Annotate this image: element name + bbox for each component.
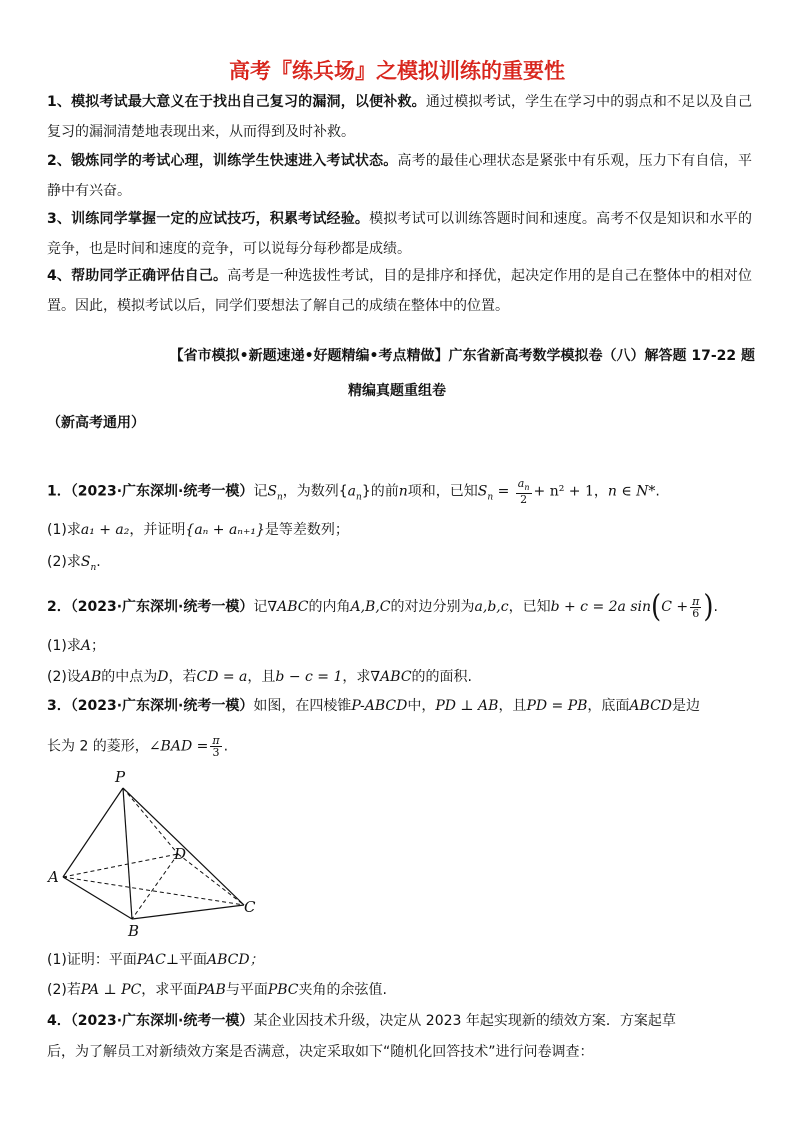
q3-part1 bbox=[47, 950, 757, 970]
q2-sub2b: 的中点为 bbox=[101, 669, 158, 685]
point-3 bbox=[47, 205, 752, 264]
q2-stem: 2．（2023·广东深圳·统考一模）记∇ABC的内角A,B,C的对边分别为a,b,c，已知b + c = 2a sin(C + $\frac{\pi}{6}$ ). bbox=[47, 589, 718, 625]
q3-paperp: PA ⊥ PC bbox=[80, 982, 142, 998]
point-2-text: 高考的最佳心理状态是紧张中有乐观，压力下有自信，平静中有兴奋。 bbox=[47, 153, 752, 199]
label-p: P bbox=[115, 768, 126, 786]
q1-t4: 项和，已知 bbox=[407, 483, 478, 500]
q3-angle: ∠BAD = bbox=[148, 738, 209, 755]
q1-nstar: n ∈ N* bbox=[607, 483, 656, 500]
q1-plus: + n² + 1， bbox=[533, 483, 608, 500]
q2-t3: 的对边分别为 bbox=[390, 599, 475, 615]
q3-t1: 如图，在四棱锥 bbox=[253, 698, 352, 714]
q3-t3: ，且 bbox=[498, 698, 527, 714]
q1-sn: S bbox=[267, 483, 277, 500]
q2-part1: (1)求A； bbox=[47, 638, 105, 654]
q2-cda: CD = a bbox=[196, 669, 248, 685]
q2-c: C + bbox=[661, 599, 689, 615]
q1-t1: 记 bbox=[253, 483, 268, 500]
q2-d: D bbox=[157, 669, 169, 685]
q2-eq: b + c = 2a sin bbox=[550, 599, 652, 615]
q3-stem-2: 长为 2 的菱形，∠BAD = $\frac{\pi}{3}$ . bbox=[47, 734, 229, 759]
q2-sub2d: ，且 bbox=[247, 669, 276, 685]
q3-sub2d: 夹角的余弦值. bbox=[298, 982, 387, 998]
point-1-bold: 1、模拟考试最大意义在于找出自己复习的漏洞，以便补救。 bbox=[47, 94, 426, 110]
exam-header-line1: 【省市模拟•新题速递•好题精编•考点精做】广东省新高考数学模拟卷（八）解答题 17-22 题 bbox=[169, 348, 755, 364]
q3-stem bbox=[47, 696, 757, 716]
label-c: C bbox=[244, 898, 256, 916]
q3-t2: 中， bbox=[407, 698, 436, 714]
point-3-bold: 3、训练同学掌握一定的应试技巧，积累考试经验。 bbox=[47, 211, 370, 227]
q2-t2: 的内角 bbox=[308, 599, 351, 615]
q3-abcd-2: ABCD； bbox=[206, 952, 264, 968]
q3-pabcd: P-ABCD bbox=[351, 698, 408, 714]
q2-part2 bbox=[47, 667, 757, 687]
q3-part2 bbox=[47, 980, 757, 1000]
q2-sub1: (1)求 bbox=[47, 638, 81, 654]
q3-t5: 是边 bbox=[672, 698, 701, 714]
q3-pac: PAC bbox=[136, 952, 166, 968]
q2-bc1: b − c = 1 bbox=[275, 669, 343, 685]
point-2-bold: 2、锻炼同学的考试心理，训练学生快速进入考试状态。 bbox=[47, 153, 398, 169]
q3-sub2b: ，求平面 bbox=[141, 982, 198, 998]
q2-t1: 记 bbox=[253, 599, 268, 615]
q2-abc-sides: a,b,c bbox=[474, 599, 509, 615]
q3-three: 3 bbox=[212, 746, 220, 759]
q2-abc-angles: A,B,C bbox=[350, 599, 391, 615]
q2-sub2e: ，求 bbox=[342, 669, 371, 685]
q3-sub1a: (1)证明：平面 bbox=[47, 952, 137, 968]
q3-sub2a: (2)若 bbox=[47, 982, 81, 998]
q2-ab: AB bbox=[80, 669, 102, 685]
q2-a: A bbox=[80, 638, 91, 654]
q1-a1a2: a₁ + a₂ bbox=[80, 522, 130, 538]
q2-label: 2．（2023·广东深圳·统考一模） bbox=[47, 599, 254, 615]
q2-t4: ，已知 bbox=[508, 599, 551, 615]
q2-sub2f: 的的面积. bbox=[411, 669, 472, 685]
point-4-bold: 4、帮助同学正确评估自己。 bbox=[47, 268, 228, 284]
q3-abcd: ABCD bbox=[629, 698, 673, 714]
q2-sub2a: (2)设 bbox=[47, 669, 81, 685]
q1-stem: 1．（2023·广东深圳·统考一模）记$S_n$，为数列$\{a_n\}$的前n项和，已知$S_n$ = $\frac{a_n}{2}$ + n² + 1，n ∈ N*. bbox=[47, 477, 660, 507]
q4-stem-2: 后，为了解员工对新绩效方案是否满意，决定采取如下“随机化回答技术”进行问卷调查： bbox=[47, 1044, 594, 1060]
q1-t3: 的前 bbox=[370, 483, 399, 500]
q1-label: 1．（2023·广东深圳·统考一模） bbox=[47, 483, 254, 500]
label-a: A bbox=[48, 868, 59, 886]
q1-sub2: (2)求 bbox=[47, 554, 81, 570]
q1-sub1b: ，并证明 bbox=[129, 522, 186, 538]
point-4 bbox=[47, 262, 752, 321]
q3-pab: PAB bbox=[197, 982, 226, 998]
q2-vabc-2: ∇ABC bbox=[370, 669, 412, 685]
q3-pdpb: PD = PB bbox=[526, 698, 588, 714]
point-2 bbox=[47, 147, 752, 206]
q1-sub1c: 是等差数列； bbox=[264, 522, 349, 538]
q3-t6: 长为 2 的菱形， bbox=[47, 738, 149, 755]
q3-sub1b: 平面 bbox=[178, 952, 207, 968]
point-1 bbox=[47, 88, 752, 147]
q4-stem bbox=[47, 1011, 757, 1031]
point-1-text: 通过模拟考试，学生在学习中的弱点和不足以及自己复习的漏洞清楚地表现出来，从而得到及时补救。 bbox=[47, 94, 752, 140]
q2-sub2c: ，若 bbox=[168, 669, 197, 685]
point-4-text: 高考是一种选拔性考试，目的是排序和择优，起决定作用的是自己在整体中的相对位置。因此，模拟考试以后，同学们要想法了解自己的成绩在整体中的位置。 bbox=[47, 268, 752, 314]
q2-vabc: ∇ABC bbox=[267, 599, 309, 615]
q1-sub1: (1)求 bbox=[47, 522, 81, 538]
q1-part2: (2)求$S_n$. bbox=[47, 554, 101, 573]
pyramid-figure bbox=[44, 766, 274, 942]
q3-pi: π bbox=[212, 734, 220, 747]
q4-t1: 某企业因技术升级，决定从 2023 年起实现新的绩效方案．方案起草 bbox=[253, 1013, 676, 1029]
q1-anan1: {aₙ + aₙ₊₁} bbox=[185, 522, 265, 538]
label-d: D bbox=[174, 845, 187, 863]
q1-part1 bbox=[47, 520, 757, 540]
page-title: 高考『练兵场』之模拟训练的重要性 bbox=[229, 59, 565, 83]
q1-t2: ，为数列 bbox=[282, 483, 339, 500]
q2-six: 6 bbox=[692, 606, 700, 620]
q2-pi: π bbox=[692, 594, 700, 608]
point-3-text: 模拟考试可以训练答题时间和速度。高考不仅是知识和水平的竞争，也是时间和速度的竞争，可以说每分每秒都是成绩。 bbox=[47, 211, 753, 257]
q1-frac-den: 2 bbox=[520, 493, 528, 507]
q3-label: 3．（2023·广东深圳·统考一模） bbox=[47, 698, 254, 714]
label-b: B bbox=[128, 922, 140, 940]
q3-pdperp: PD ⊥ AB bbox=[435, 698, 499, 714]
q3-perp: ⊥ bbox=[165, 952, 179, 968]
exam-header-line2: 精编真题重组卷 bbox=[348, 383, 446, 399]
exam-header-line3: （新高考通用） bbox=[47, 415, 145, 431]
q3-t4: ，底面 bbox=[587, 698, 630, 714]
q1-n: n bbox=[398, 483, 408, 500]
q3-pbc: PBC bbox=[267, 982, 299, 998]
q3-sub2c: 与平面 bbox=[225, 982, 268, 998]
q4-label: 4．（2023·广东深圳·统考一模） bbox=[47, 1013, 254, 1029]
